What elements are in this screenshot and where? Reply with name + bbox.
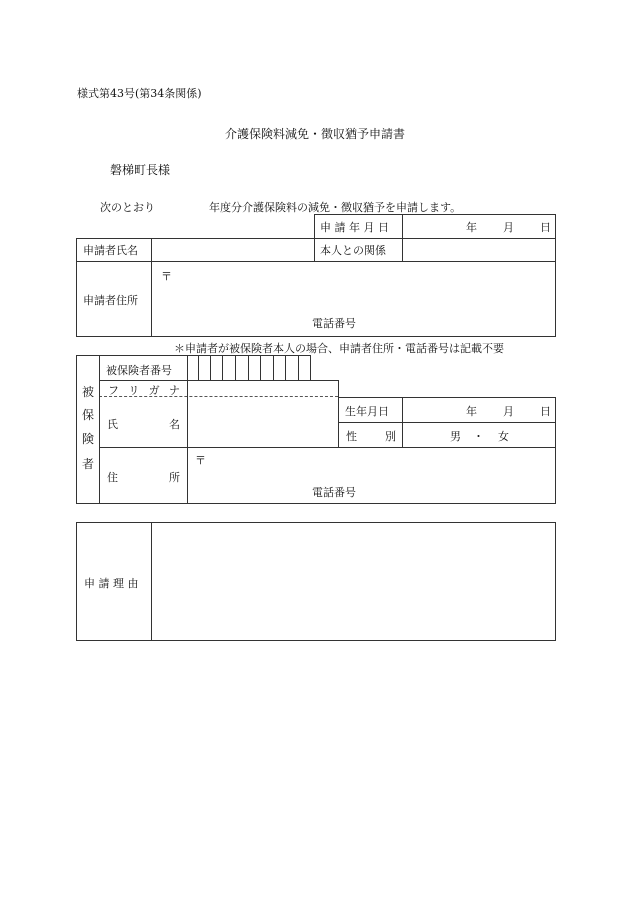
application-date-label: 申 請 年 月 日 — [320, 221, 389, 234]
insured-label-char-3: 険 — [81, 432, 94, 446]
reason-label: 申 請 理 由 — [84, 577, 139, 590]
birth-day-unit: 日 — [540, 405, 551, 418]
gender-separator: ・ — [473, 430, 484, 443]
insured-phone-label: 電話番号 — [312, 486, 356, 499]
insured-postal-mark: 〒 — [195, 454, 206, 467]
gender-label: 性 別 — [346, 430, 396, 443]
furigana-label: フ リ ガ ナ — [108, 384, 180, 397]
insured-name-label: 氏 名 — [107, 418, 180, 431]
form-title: 介護保険料減免・徴収猶予申請書 — [224, 127, 405, 141]
insured-address-label: 住 所 — [107, 471, 180, 484]
intro-suffix: 年度分介護保険料の減免・徴収猶予を申請します。 — [209, 201, 462, 214]
insured-label-char-2: 保 — [81, 408, 94, 422]
insured-label-char-4: 者 — [81, 457, 94, 471]
addressee: 磐梯町長様 — [110, 163, 171, 177]
gender-male-option[interactable]: 男 — [450, 430, 461, 443]
application-month-unit: 月 — [503, 221, 514, 234]
note-text: ＊申請者が被保険者本人の場合、申請者住所・電話番号は記載不要 — [174, 342, 504, 355]
birth-year-unit: 年 — [466, 405, 477, 418]
insured-number-label: 被保険者番号 — [106, 364, 172, 377]
applicant-postal-mark: 〒 — [161, 270, 172, 283]
insured-label-char-1: 被 — [81, 385, 94, 399]
intro-prefix: 次のとおり — [100, 201, 155, 214]
gender-female-option[interactable]: 女 — [498, 430, 509, 443]
applicant-phone-label: 電話番号 — [312, 317, 356, 330]
birth-month-unit: 月 — [503, 405, 514, 418]
birthdate-label: 生年月日 — [345, 405, 389, 418]
form-number: 様式第43号(第34条関係) — [77, 87, 202, 100]
applicant-address-label: 申請者住所 — [83, 294, 138, 307]
application-year-unit: 年 — [466, 221, 477, 234]
applicant-name-label: 申請者氏名 — [83, 244, 138, 257]
application-day-unit: 日 — [540, 221, 551, 234]
relationship-label: 本人との関係 — [320, 244, 386, 257]
